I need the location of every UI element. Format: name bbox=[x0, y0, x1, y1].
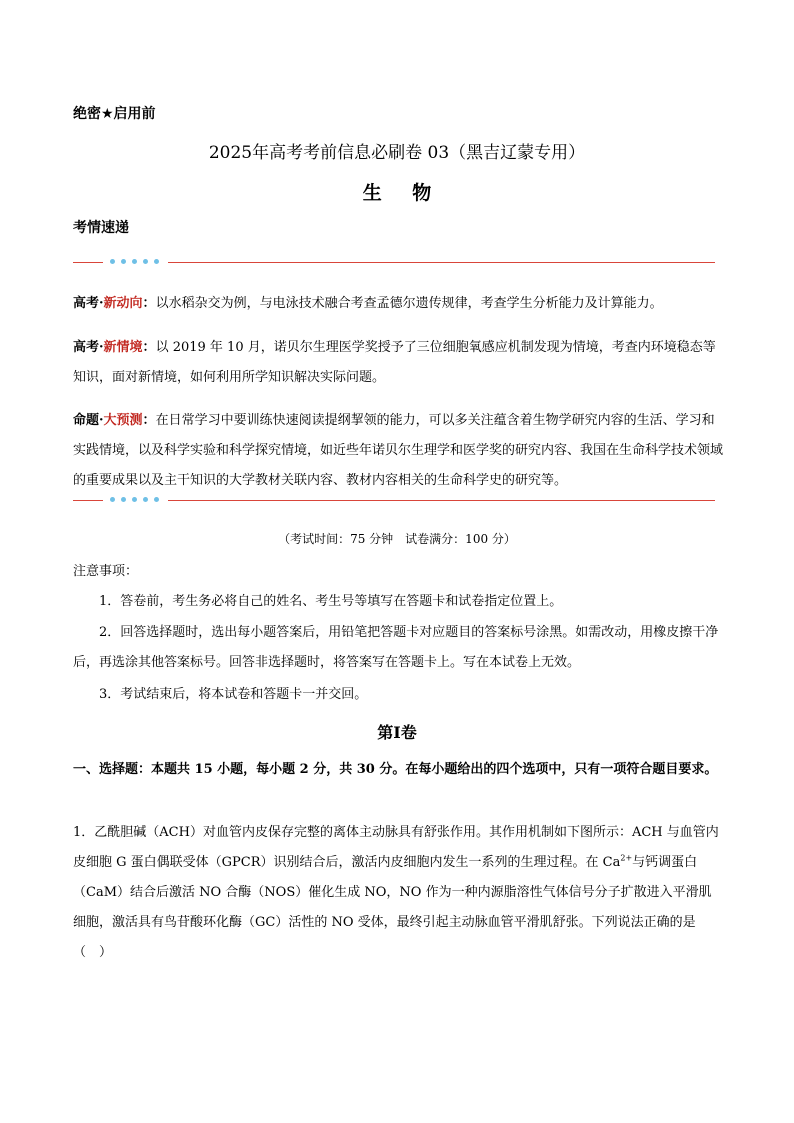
divider-line-right bbox=[168, 500, 715, 501]
divider-bottom bbox=[73, 497, 715, 505]
divider-dots bbox=[110, 259, 165, 278]
divider-line-left bbox=[73, 262, 103, 263]
section-multiple-choice: 一、选择题：本题共 15 小题，每小题 2 分，共 30 分。在每小题给出的四个选项中，只有一项符合题目要求。 bbox=[73, 762, 718, 777]
briefing-text: 在日常学习中要训练快速阅读提纲挈领的能力，可以多关注蕴含着生物学研究内容的生活、学习和实践情境，以及科学实验和科学探究情境，如近些年诺贝尔生理学和医学奖的研究内容、我国在生命科学技术领域的重要成果以及主干知识的大学教材关联内容、教材内容相关的生命科学史的研究等。 bbox=[73, 413, 724, 488]
notes-heading: 注意事项： bbox=[73, 564, 139, 579]
part-title: 第Ⅰ卷 bbox=[377, 723, 417, 742]
briefing-label: 高考·新情境： bbox=[73, 340, 156, 355]
briefing-item-context bbox=[73, 333, 723, 393]
secret-mark: 绝密★启用前 bbox=[73, 106, 156, 122]
divider-dots bbox=[110, 497, 165, 516]
question-1: 1．乙酰胆碱（ACH）对血管内皮保存完整的离体主动脉具有舒张作用。其作用机制如下图所示：ACH 与血管内皮细胞 G 蛋白偶联受体（GPCR）识别结合后，激活内皮细胞内发生一系列的生理过程。在 $Ca^{2+}$与钙调蛋白（CaM）结合后激活 NO 合酶（NOS）催化生成 NO，NO 作为一种内源脂溶性气体信号分子扩散进入平滑肌细胞，激活具有鸟苷酸环化酶（GC）活性的 NO 受体，最终引起主动脉血管平滑肌舒张。下列说法正确的是（ ） bbox=[73, 825, 719, 960]
subject-title: 生 物 bbox=[362, 182, 444, 204]
briefing-text: 以水稻杂交为例，与电泳技术融合考查孟德尔遗传规律，考查学生分析能力及计算能力。 bbox=[155, 296, 663, 311]
divider-top bbox=[73, 259, 715, 267]
briefing-heading: 考情速递 bbox=[73, 220, 129, 236]
briefing-text: 以 2019 年 10 月，诺贝尔生理医学奖授予了三位细胞氧感应机制发现为情境，考查内环境稳态等知识，面对新情境，如何利用所学知识解决实际问题。 bbox=[73, 340, 716, 385]
note-item: 2．回答选择题时，选出每小题答案后，用铅笔把答题卡对应题目的答案标号涂黑。如需改动，用橡皮擦干净后，再选涂其他答案标号。回答非选择题时，将答案写在答题卡上。写在本试卷上无效。 bbox=[73, 625, 719, 670]
briefing-item-trend bbox=[73, 289, 723, 319]
note-item: 3．考试结束后，将本试卷和答题卡一并交回。 bbox=[99, 687, 368, 702]
exam-info: （考试时间：75 分钟 试卷满分：100 分） bbox=[278, 532, 516, 546]
briefing-item-forecast bbox=[73, 406, 723, 496]
divider-line-left bbox=[73, 500, 103, 501]
divider-line-right bbox=[168, 262, 715, 263]
superscript: 2+ bbox=[620, 853, 633, 863]
briefing-label: 高考·新动向： bbox=[73, 296, 156, 311]
paper-title: 2025年高考考前信息必刷卷 03（黑吉辽蒙专用） bbox=[208, 143, 586, 163]
note-item: 1．答卷前，考生务必将自己的姓名、考生号等填写在答题卡和试卷指定位置上。 bbox=[99, 594, 563, 609]
briefing-label: 命题·大预测： bbox=[73, 413, 156, 428]
